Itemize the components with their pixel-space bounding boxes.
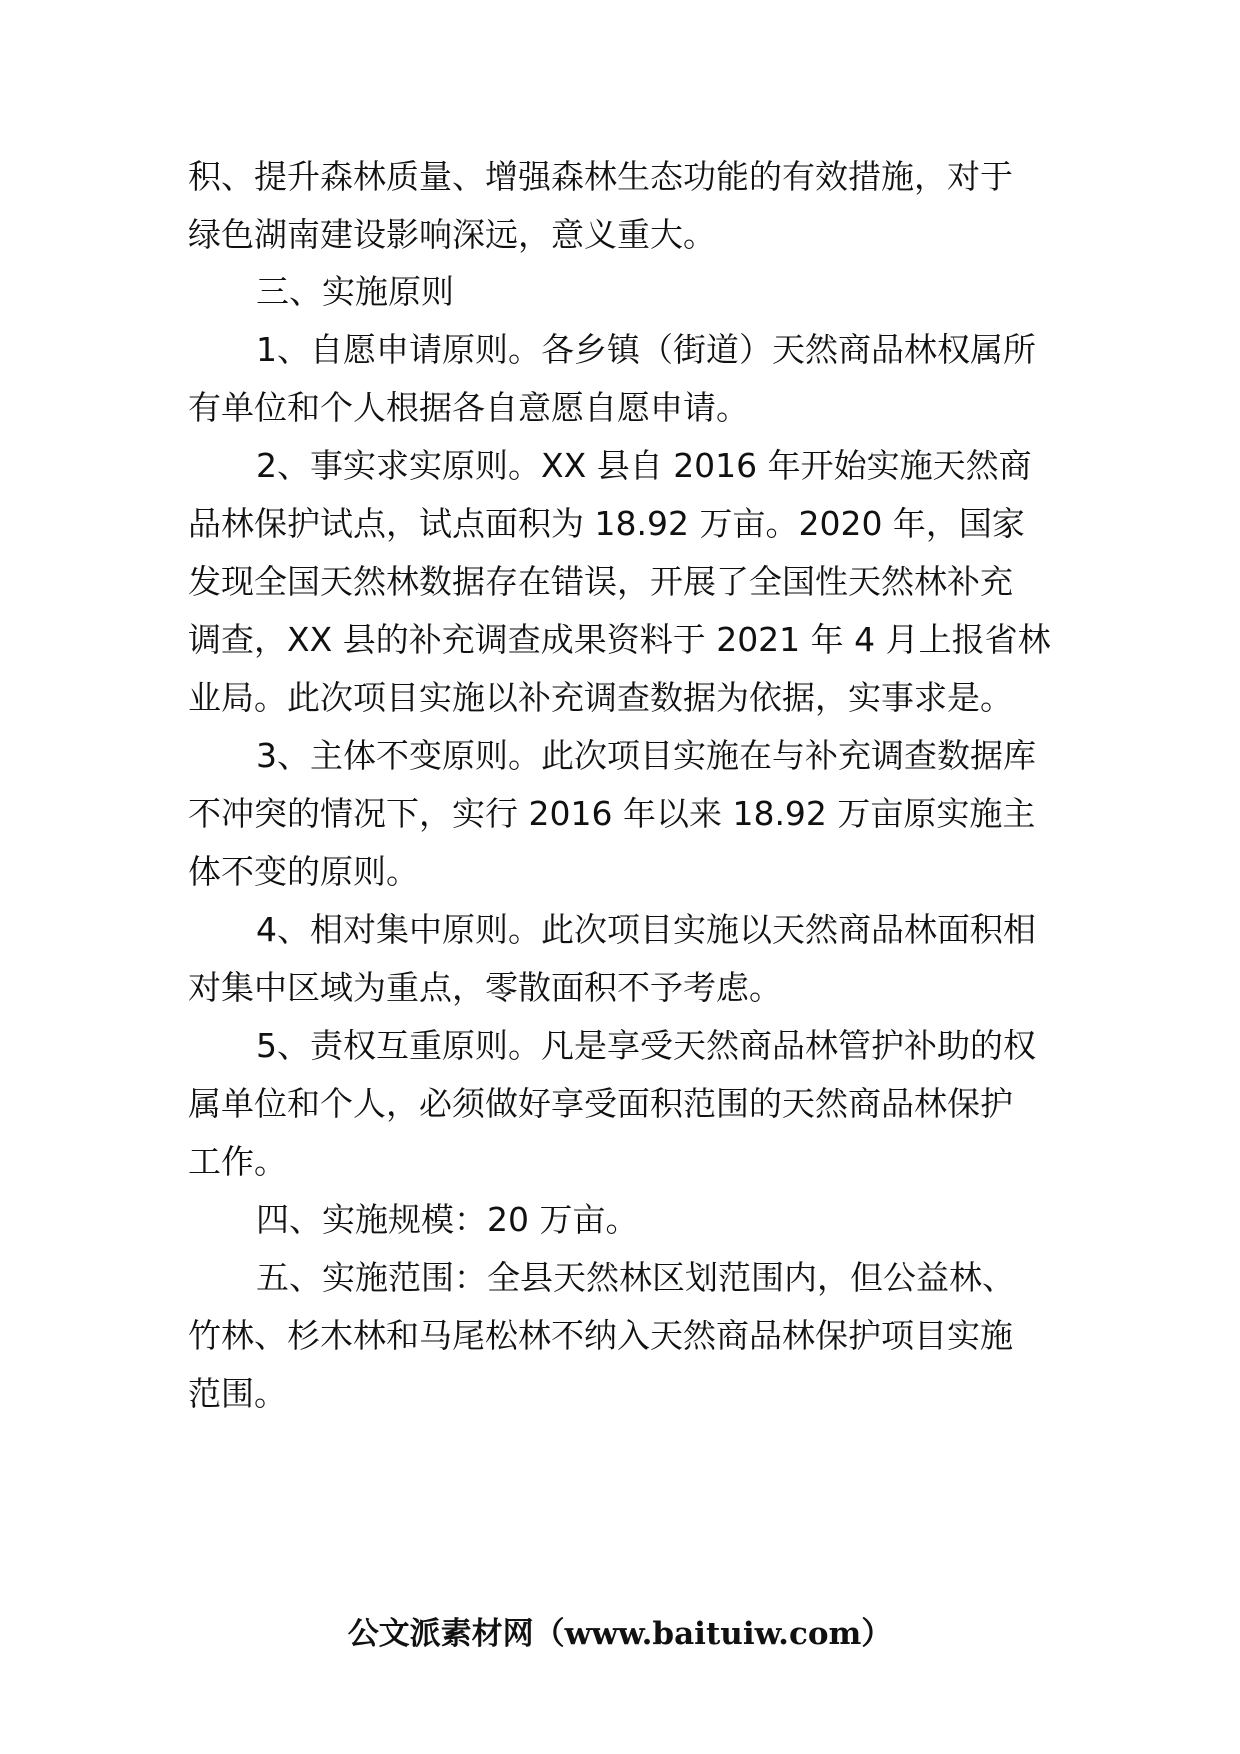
body-line: 绿色湖南建设影响深远，意义重大。 xyxy=(188,215,716,254)
body-line: 不冲突的情况下，实行 2016 年以来 18.92 万亩原实施主 xyxy=(188,794,1036,833)
body-line: 4、相对集中原则。此次项目实施以天然商品林面积相 xyxy=(256,910,1036,949)
body-line: 品林保护试点，试点面积为 18.92 万亩。2020 年，国家 xyxy=(188,504,1025,543)
body-line: 调查，XX 县的补充调查成果资料于 2021 年 4 月上报省林 xyxy=(188,620,1051,659)
body-line: 属单位和个人，必须做好享受面积范围的天然商品林保护 xyxy=(188,1084,1013,1123)
body-line: 积、提升森林质量、增强森林生态功能的有效措施，对于 xyxy=(188,157,1013,196)
body-line: 竹林、杉木林和马尾松林不纳入天然商品林保护项目实施 xyxy=(188,1316,1013,1355)
section-heading: 五、实施范围：全县天然林区划范围内，但公益林、 xyxy=(256,1258,1015,1297)
body-line: 5、责权互重原则。凡是享受天然商品林管护补助的权 xyxy=(256,1026,1036,1065)
body-line: 1、自愿申请原则。各乡镇（街道）天然商品林权属所 xyxy=(256,330,1036,369)
body-line: 范围。 xyxy=(188,1374,287,1413)
body-line: 2、事实求实原则。XX 县自 2016 年开始实施天然商 xyxy=(256,446,1032,485)
body-line: 对集中区域为重点，零散面积不予考虑。 xyxy=(188,968,782,1007)
body-line: 工作。 xyxy=(188,1142,287,1181)
footer-watermark-text: 公文派素材网（www.baituiw.com） xyxy=(347,1616,893,1652)
body-line: 3、主体不变原则。此次项目实施在与补充调查数据库 xyxy=(256,736,1036,775)
section-heading: 三、实施原则 xyxy=(256,272,454,311)
body-line: 有单位和个人根据各自意愿自愿申请。 xyxy=(188,388,749,427)
section-heading: 四、实施规模：20 万亩。 xyxy=(256,1200,639,1239)
body-line: 业局。此次项目实施以补充调查数据为依据，实事求是。 xyxy=(188,678,1013,717)
body-line: 体不变的原则。 xyxy=(188,852,419,891)
body-line: 发现全国天然林数据存在错误，开展了全国性天然林补充 xyxy=(188,562,1013,601)
